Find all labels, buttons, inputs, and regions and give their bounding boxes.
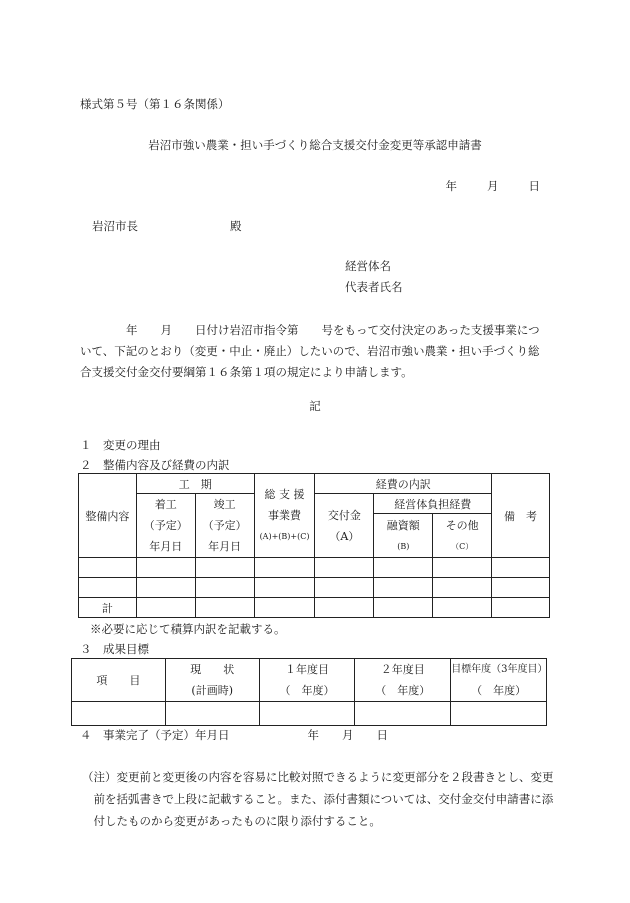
table-cell[interactable] <box>195 558 254 578</box>
date-month: 月 <box>487 179 499 193</box>
document-title: 岩沼市強い農業・担い手づくり総合支援交付金変更等承認申請書 <box>148 138 482 152</box>
date-day: 日 <box>528 179 540 193</box>
table-cell[interactable] <box>136 598 195 618</box>
header-sonota <box>433 514 492 558</box>
yushi-label: 融資額 <box>386 518 420 532</box>
entity-name-label: 経営体名 <box>345 259 391 273</box>
table-cell[interactable] <box>136 558 195 578</box>
table-note: ※必要に応じて積算内訳を記載する。 <box>90 622 286 636</box>
expense-table <box>78 473 550 618</box>
table-cell[interactable] <box>374 558 433 578</box>
body-line-3: 合支援交付金交付要綱第１６条第１項の規定により申請します。 <box>80 365 413 379</box>
total-row <box>79 598 550 618</box>
completion-date-label: ４ 事業完了（予定）年月日 <box>80 728 230 742</box>
header-chakko <box>136 494 195 558</box>
header-kouki: 工 期 <box>136 474 254 494</box>
soshien-formula: (A)+(B)+(C) <box>259 532 310 541</box>
table-cell[interactable] <box>315 578 374 598</box>
table-row <box>79 558 550 578</box>
table-cell[interactable] <box>259 702 355 726</box>
target-label: 目標年度（3年度目） <box>451 664 548 675</box>
addressee-honorific: 殿 <box>230 219 242 233</box>
header-soshien <box>254 474 315 558</box>
table-cell[interactable] <box>79 578 137 598</box>
genjo-label: 現 状 <box>190 663 235 676</box>
header-yushi <box>374 514 433 558</box>
completion-date-value: 年 月 日 <box>307 728 388 742</box>
ki-heading: 記 <box>309 399 321 413</box>
body-line-2: いて、下記のとおり（変更・中止・廃止）したいので、岩沼市強い農業・担い手づくり総 <box>80 344 540 358</box>
kofukin-a: （A） <box>329 529 360 543</box>
table-cell[interactable] <box>492 598 550 618</box>
header-biko: 備 考 <box>492 474 550 558</box>
table-cell[interactable] <box>195 578 254 598</box>
date-year: 年 <box>445 179 457 193</box>
yushi-b: (B) <box>397 541 410 551</box>
section-2-heading: ２ 整備内容及び経費の内訳 <box>80 458 230 472</box>
year2-label: ２年度目 <box>380 663 425 676</box>
addressee-name: 岩沼市長 <box>92 219 138 233</box>
target-sub: （ 年度） <box>471 684 527 697</box>
shunko-yotei: （予定） <box>202 519 247 532</box>
section-4-heading <box>80 727 388 743</box>
table-cell[interactable] <box>433 558 492 578</box>
header-keihi: 経費の内訳 <box>315 474 492 494</box>
representative-name-label: 代表者氏名 <box>345 280 403 294</box>
header-year2 <box>355 659 451 702</box>
year1-label: １年度目 <box>285 663 330 676</box>
header-year1 <box>259 659 355 702</box>
application-date <box>446 178 541 194</box>
genjo-sub: (計画時) <box>191 684 234 697</box>
chakko-yotei: （予定） <box>143 519 188 532</box>
table-cell[interactable] <box>374 598 433 618</box>
table-cell[interactable] <box>254 558 315 578</box>
body-line-1: 年 月 日付け岩沼市指令第 号をもって交付決定のあった支援事業につ <box>126 323 540 337</box>
total-label: 計 <box>79 598 137 618</box>
footnote: （注）変更前と変更後の内容を容易に比較対照できるように変更部分を２段書きとし、変更前を括弧書きで上段に記載すること。また、添付書類については、交付金交付申請書に添付したものから変更があったものに限り添付すること。 <box>82 770 554 828</box>
header-genjo <box>165 659 259 702</box>
chakko-date: 年月日 <box>149 540 183 553</box>
table-cell[interactable] <box>195 598 254 618</box>
header-futan: 経営体負担経費 <box>374 494 492 514</box>
table-row <box>79 578 550 598</box>
section-1-heading: １ 変更の理由 <box>80 438 161 452</box>
form-number: 様式第５号（第１６条関係） <box>80 97 230 111</box>
header-seibi: 整備内容 <box>79 474 137 558</box>
table-cell[interactable] <box>355 702 451 726</box>
shunko-date: 年月日 <box>208 540 242 553</box>
table-cell[interactable] <box>315 598 374 618</box>
sonota-label: その他 <box>445 518 479 532</box>
table-cell[interactable] <box>72 702 166 726</box>
table-cell[interactable] <box>254 578 315 598</box>
table-cell[interactable] <box>451 702 547 726</box>
table-cell[interactable] <box>79 558 137 578</box>
body-paragraph <box>80 320 552 383</box>
sonota-c: （C） <box>451 541 474 551</box>
addressee <box>92 218 242 234</box>
table-cell[interactable] <box>254 598 315 618</box>
kofukin-label: 交付金 <box>327 508 361 522</box>
soshien-line2: 事業費 <box>268 509 302 522</box>
table-cell[interactable] <box>165 702 259 726</box>
table-cell[interactable] <box>492 558 550 578</box>
table-cell[interactable] <box>315 558 374 578</box>
chakko-label: 着工 <box>154 498 177 511</box>
section-3-heading: ３ 成果目標 <box>80 642 149 656</box>
shunko-label: 竣工 <box>213 498 236 511</box>
table-row <box>72 702 547 726</box>
header-item: 項 目 <box>72 659 166 702</box>
year2-sub: （ 年度） <box>375 684 431 697</box>
table-cell[interactable] <box>492 578 550 598</box>
table-cell[interactable] <box>433 598 492 618</box>
table-cell[interactable] <box>136 578 195 598</box>
soshien-line1: 総 支 援 <box>264 488 305 501</box>
header-shunko <box>195 494 254 558</box>
table-cell[interactable] <box>374 578 433 598</box>
year1-sub: （ 年度） <box>279 684 335 697</box>
header-kofukin <box>315 494 374 558</box>
table-cell[interactable] <box>433 578 492 598</box>
header-target-year <box>451 659 547 702</box>
target-table <box>71 658 547 726</box>
